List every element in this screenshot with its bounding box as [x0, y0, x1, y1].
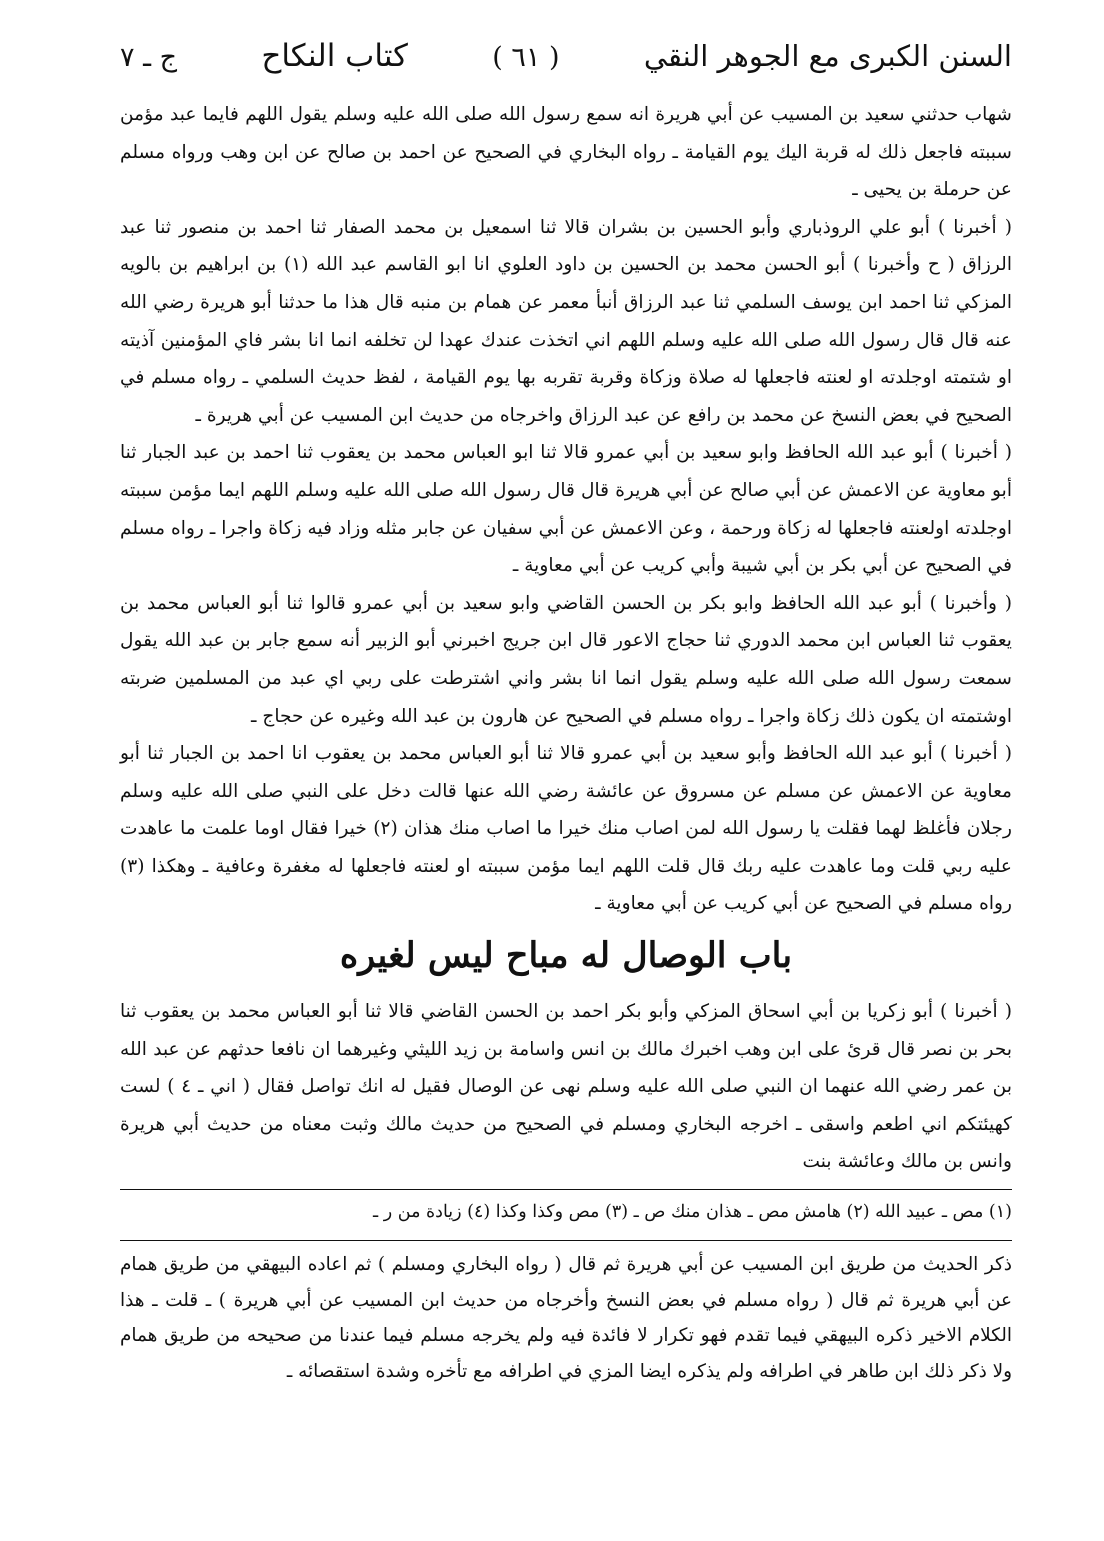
chapter-heading: باب الوصال له مباح ليس لغيره — [339, 935, 793, 977]
paragraph: ( أخبرنا ) أبو عبد الله الحافظ وأبو سعيد بن أبي عمرو قالا ثنا أبو العباس محمد بن يعقوب انا احمد بن الجبار ثنا أبو معاوية عن الاعمش عن مسلم عن مسروق عن عائشة رضي الله عنها قالت دخل على النبي صلى الله عليه وسلم رجلان فأغلظ لهما فقلت يا رسول الله لمن اصاب منك خيرا ما اصاب منك هذان (٢) خيرا فقال اوما علمت ما عاهدت عليه ربي قلت وما عاهدت عليه ربك قال قلت اللهم ايما مؤمن سببته او لعنته فاجعلها له مغفرة وعافية ـ وهكذا (٣) رواه مسلم في الصحيح عن أبي كريب عن أبي معاوية ـ — [120, 743, 1012, 915]
page-number: ( ٦١ ) — [492, 42, 560, 73]
footnotes: (١) مص ـ عبيد الله (٢) هامش مص ـ هذان منك ص ـ (٣) مص وكذا وكذا (٤) زيادة من ر ـ — [373, 1202, 1012, 1223]
commentary-paragraph: ذكر الحديث من طريق ابن المسيب عن أبي هريرة ثم قال ( رواه البخاري ومسلم ) ثم اعاده البيهقي من طريق همام عن أبي هريرة ثم قال ( رواه مسلم في بعض النسخ وأخرجاه من حديث ابن المسيب عن أبي هريرة ) ـ قلت ـ هذا الكلام الاخير ذكره البيهقي فيما تقدم فهو تكرار لا فائدة فيه ولم يخرجه مسلم فيما عندنا من صحيحه من طريق همام ولا ذكر ذلك ابن طاهر في اطرافه ولم يذكره ايضا المزي في اطرافه مع تأخره وشدة استقصائه ـ — [120, 1254, 1012, 1382]
paragraph: شهاب حدثني سعيد بن المسيب عن أبي هريرة انه سمع رسول الله صلى الله عليه وسلم يقول اللهم فايما عبد مؤمن سببته فاجعل ذلك له قربة اليك يوم القيامة ـ رواه البخاري في الصحيح عن احمد بن صالح عن ابن وهب ورواه مسلم عن حرملة بن يحيى ـ — [120, 104, 1012, 201]
paragraph: ( أخبرنا ) أبو عبد الله الحافظ وابو سعيد بن أبي عمرو قالا ثنا ابو العباس محمد بن يعقوب ثنا احمد بن عبد الجبار ثنا أبو معاوية عن الاعمش عن أبي صالح عن أبي هريرة قال قال رسول الله صلى الله عليه وسلم اللهم ايما مؤمن سببته اوجلدته اولعنته فاجعلها له زكاة ورحمة ، وعن الاعمش عن أبي سفيان عن جابر مثله وزاد فيه زكاة واجرا ـ رواه مسلم في الصحيح عن أبي بكر بن أبي شيبة وأبي كريب عن أبي معاوية ـ — [120, 442, 1012, 577]
paragraph: ( وأخبرنا ) أبو عبد الله الحافظ وابو بكر بن الحسن القاضي وابو سعيد بن أبي عمرو قالوا ثنا أبو العباس محمد بن يعقوب ثنا العباس ابن محمد الدوري ثنا حجاج الاعور قال ابن جريج اخبرني أبو الزبير أنه سمع جابر بن عبد الله يقول سمعت رسول الله صلى الله عليه وسلم يقول انما انا بشر واني اشترطت على ربي اي عبد من المسلمين ضربته اوشتمته ان يكون ذلك زكاة واجرا ـ رواه مسلم في الصحيح عن هارون بن عبد الله وغيره عن حجاج ـ — [120, 592, 1012, 727]
main-text — [120, 96, 1012, 923]
main-text-continued — [120, 993, 1012, 1181]
book-title: السنن الكبرى مع الجوهر النقي — [643, 39, 1012, 73]
page-header — [120, 38, 1012, 96]
paragraph: ( أخبرنا ) أبو علي الروذباري وأبو الحسين بن بشران قالا ثنا اسمعيل بن محمد الصفار ثنا احمد بن منصور ثنا عبد الرزاق ( ح وأخبرنا ) أبو الحسن محمد بن الحسين بن داود العلوي انا ابو القاسم عبد الله (١) بن ابراهيم بن بالويه المزكي ثنا احمد ابن يوسف السلمي ثنا عبد الرزاق أنبأ معمر عن همام بن منبه قال هذا ما حدثنا أبو هريرة رضي الله عنه قال قال رسول الله صلى الله عليه وسلم اللهم اني اتخذت عندك عهدا لن تخلفه انما انا بشر فاي المؤمنين آذيته او شتمته اوجلدته او لعنته فاجعلها له صلاة وزكاة وقربة تقربه بها يوم القيامة ، لفظ حديث السلمي ـ رواه مسلم في الصحيح في بعض النسخ عن محمد بن رافع عن عبد الرزاق واخرجاه من حديث ابن المسيب عن أبي هريرة ـ — [120, 216, 1012, 426]
chapter-title: كتاب النكاح — [261, 38, 408, 74]
paragraph: ( أخبرنا ) أبو زكريا بن أبي اسحاق المزكي وأبو بكر احمد بن الحسن القاضي قالا ثنا أبو العباس محمد بن يعقوب ثنا بحر بن نصر قال قرئ على ابن وهب اخبرك مالك بن انس واسامة بن زيد الليثي وغيرهما ان نافعا حدثهم عن عبد الله بن عمر رضي الله عنهما ان النبي صلى الله عليه وسلم نهى عن الوصال فقيل له انك تواصل فقال ( اني ـ ٤ ) لست كهيئتكم اني اطعم واسقى ـ اخرجه البخاري ومسلم في الصحيح من حديث مالك وثبت معناه من حديث أبي هريرة وانس بن مالك وعائشة بنت — [120, 1001, 1012, 1173]
volume-label: ج ـ ٧ — [120, 42, 178, 73]
commentary — [120, 1241, 1012, 1389]
